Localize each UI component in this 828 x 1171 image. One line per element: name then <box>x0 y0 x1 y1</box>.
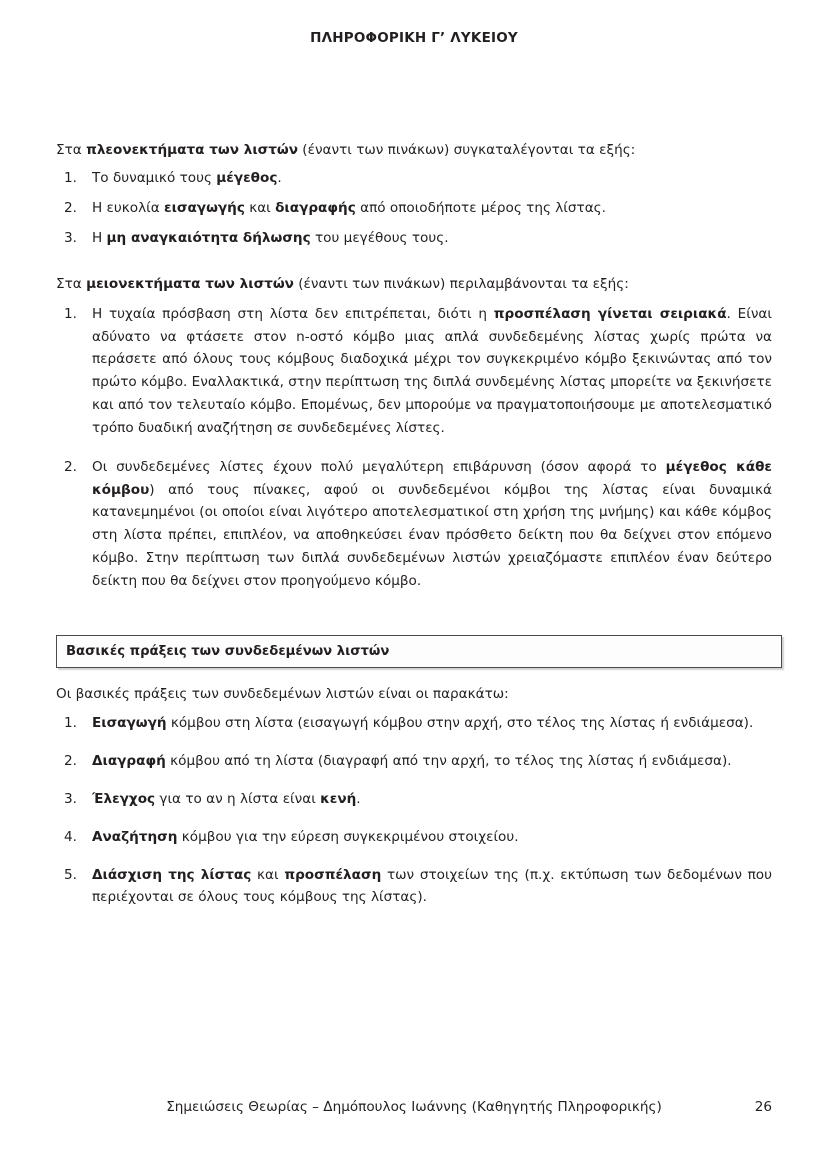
list-item <box>56 198 772 219</box>
emphasis-text: Εισαγωγή <box>92 715 167 732</box>
emphasis-text: μέγεθος κάθε κόμβου <box>92 458 772 498</box>
body-text: του μεγέθους τους. <box>310 229 449 246</box>
list-item-text <box>92 303 772 440</box>
running-header: ΠΛΗΡΟΦΟΡΙΚΗ Γ’ ΛΥΚΕΙΟΥ <box>310 30 518 46</box>
list-item-marker: 1. <box>64 715 77 732</box>
body-text: (έναντι των πινάκων) συγκαταλέγονται τα εξής: <box>297 142 636 158</box>
list-item-text <box>92 228 772 249</box>
body-text: ) από τους πίνακες, αφού οι συνδεδεμένοι κόμβοι της λίστας είναι δυναμικά κατανεμημένοι (οι οποίοι είναι λιγότερο αποτελεσματικοί στη χρήση της μνήμης) και κάθε κόμβος στη λίστα πρέπει, επιπλέον, να αποθηκεύσει έναν πρόσθετο δείκτη που θα δείχνει στον επόμενο κόμβο. Στην περίπτωση των διπλά συνδεδεμένων λιστών χρειαζόμαστε επιπλέον έναν δεύτερο δείκτη που θα δείχνει στον προηγούμενο κόμβο. <box>92 481 772 589</box>
emphasis-text: διαγραφής <box>275 200 356 217</box>
list-item <box>56 788 772 810</box>
footer-attribution: Σημειώσεις Θεωρίας – Δημόπουλος Ιωάννης (Καθηγητής Πληροφορικής) <box>166 1099 662 1115</box>
emphasis-text: μειονεκτήματα των λιστών <box>86 276 294 293</box>
list-item <box>56 456 772 593</box>
emphasis-text: μη αναγκαιότητα δήλωσης <box>106 229 311 246</box>
advantages-list <box>56 168 772 248</box>
operations-list <box>56 712 772 908</box>
list-item-marker: 3. <box>64 229 77 246</box>
list-item-text <box>92 788 772 810</box>
document-content <box>56 140 772 924</box>
section-heading-box: Βασικές πράξεις των συνδεδεμένων λιστών <box>56 635 782 668</box>
body-text: και <box>244 200 276 217</box>
body-text: . Είναι αδύνατο να φτάσετε στον n-οστό κόμβο μιας απλά συνδεδεμένης λίστας χωρίς πρώτα να περάσετε από όλους τους κόμβους διαδοχικά μέχρι τον συγκεκριμένο κόμβο ξεκινώντας από τον πρώτο κόμβο. Εναλλακτικά, στην περίπτωση της διπλά συνδεμένης λίστας μπορείτε να ξεκινήσετε και από τον τελευταίο κόμβο. Επομένως, δεν μπορούμε να πραγματοποιήσουμε με αποτελεσματικό τρόπο δυαδική αναζήτηση σε συνδεδεμένες λίστες. <box>92 305 772 436</box>
body-text: και <box>251 867 285 884</box>
list-item <box>56 826 772 848</box>
emphasis-text: Αναζήτηση <box>92 829 178 846</box>
emphasis-text: πλεονεκτήματα των λιστών <box>86 142 298 158</box>
spacer <box>56 609 772 635</box>
list-item-text <box>92 198 772 219</box>
emphasis-text: εισαγωγής <box>164 200 245 217</box>
body-text: των στοιχείων της (π.χ. εκτύπωση των δεδομένων που περιέχονται σε όλους τους κόμβους της λίστας). <box>92 867 772 906</box>
list-item-marker: 4. <box>64 829 77 846</box>
list-item-marker: 3. <box>64 791 77 808</box>
body-text: κόμβου από τη λίστα (διαγραφή από την αρχή, το τέλος της λίστας ή ενδιάμεσα). <box>165 753 732 770</box>
list-item <box>56 168 772 189</box>
emphasis-text: προσπέλαση γίνεται σειριακά <box>493 305 727 322</box>
operations-intro: Οι βασικές πράξεις των συνδεδεμένων λιστών είναι οι παρακάτω: <box>56 685 509 702</box>
spacer <box>56 668 772 684</box>
list-item-text <box>92 750 772 772</box>
body-text: Οι συνδεδεμένες λίστες έχουν πολύ μεγαλύτερη επιβάρυνση (όσον αφορά το <box>92 458 666 475</box>
list-item <box>56 712 772 734</box>
emphasis-text: Διαγραφή <box>92 753 166 770</box>
list-item <box>56 864 772 908</box>
list-item-marker: 1. <box>64 170 77 187</box>
emphasis-text: κενή <box>320 791 357 808</box>
emphasis-text: Έλεγχος <box>92 791 156 808</box>
body-text: κόμβου για την εύρεση συγκεκριμένου στοιχείου. <box>177 829 519 846</box>
list-item-text <box>92 712 772 734</box>
page-number: 26 <box>754 1099 772 1115</box>
body-text: . <box>277 170 282 187</box>
list-item-marker: 2. <box>64 458 77 475</box>
emphasis-text: μέγεθος <box>216 170 278 187</box>
list-item <box>56 750 772 772</box>
body-text: Στα <box>56 142 87 158</box>
body-text: για το αν η λίστα είναι <box>155 791 321 808</box>
running-footer <box>0 1099 828 1119</box>
list-item-marker: 2. <box>64 200 77 217</box>
advantages-intro <box>56 140 772 160</box>
body-text: Η <box>92 229 107 246</box>
emphasis-text: Διάσχιση της λίστας <box>92 867 252 884</box>
body-text: Στα <box>56 276 87 293</box>
list-item-text <box>92 826 772 848</box>
list-item-marker: 2. <box>64 753 77 770</box>
body-text: Το δυναμικό τους <box>92 170 217 187</box>
disadvantages-list <box>56 303 772 593</box>
body-text: Η ευκολία <box>92 200 165 217</box>
body-text: . <box>356 791 361 808</box>
list-item-text <box>92 168 772 189</box>
disadvantages-intro <box>56 274 772 294</box>
body-text: από οποιοδήποτε μέρος της λίστας. <box>355 200 606 217</box>
body-text: Η τυχαία πρόσβαση στη λίστα δεν επιτρέπεται, διότι η <box>92 305 494 322</box>
list-item <box>56 303 772 440</box>
emphasis-text: προσπέλαση <box>284 867 382 884</box>
spacer <box>56 248 772 274</box>
list-item-marker: 5. <box>64 867 77 884</box>
list-item-marker: 1. <box>64 305 77 322</box>
body-text: κόμβου στη λίστα (εισαγωγή κόμβου στην αρχή, στο τέλος της λίστας ή ενδιάμεσα). <box>166 715 754 732</box>
list-item-text <box>92 864 772 908</box>
list-item <box>56 228 772 249</box>
list-item-text <box>92 456 772 593</box>
body-text: (έναντι των πινάκων) περιλαμβάνονται τα εξής: <box>293 276 629 293</box>
